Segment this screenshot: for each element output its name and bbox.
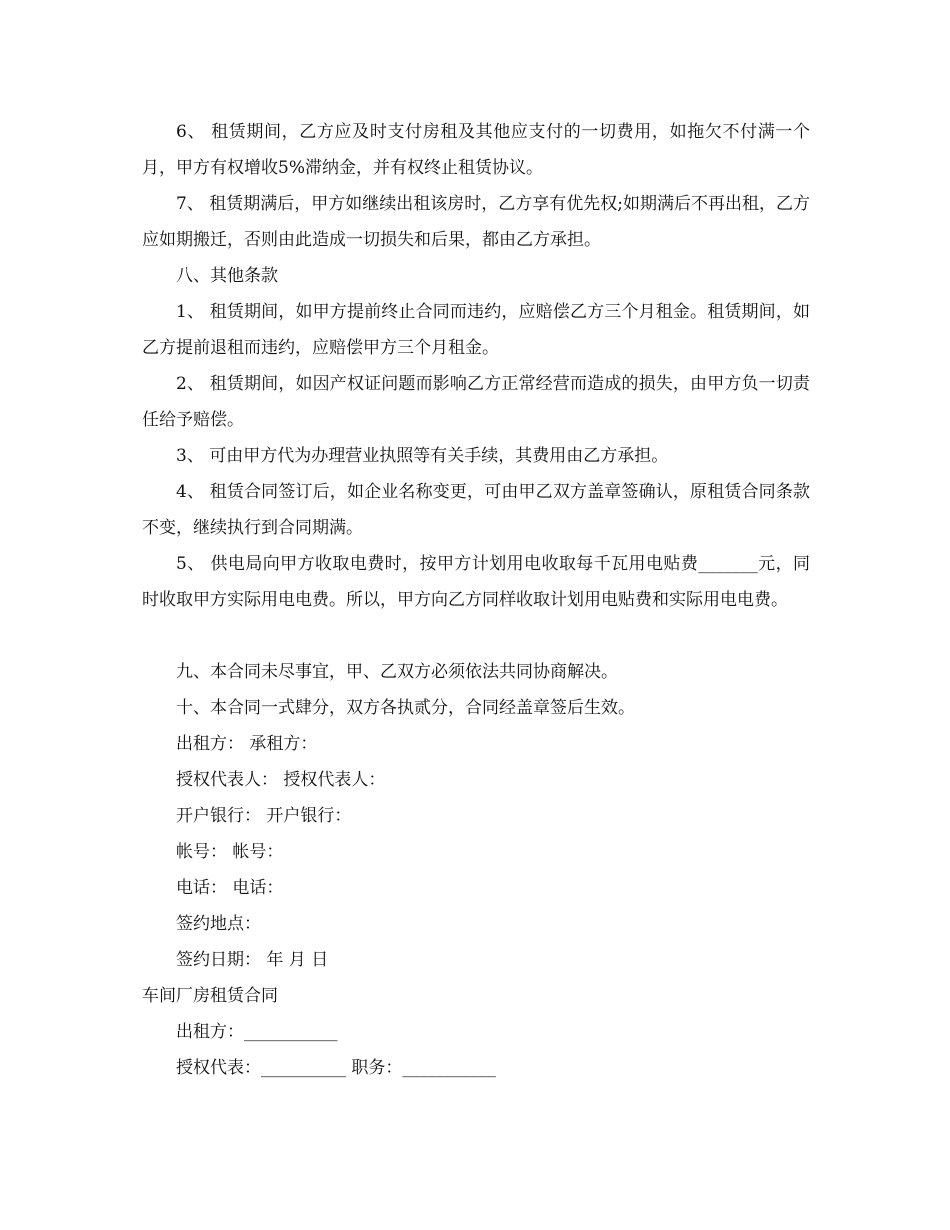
signature-lessor: 出租方： 承租方： [176, 734, 318, 754]
clause-7: 7、 租赁期满后，甲方如继续出租该房时，乙方享有优先权;如期满后不再出租，乙方应如期搬迁，否则由此造成一切损失和后果，都由乙方承担。 [142, 194, 810, 250]
next-contract-title: 车间厂房租赁合同 [142, 986, 278, 1006]
clause-8-3: 3、 可由甲方代为办理营业执照等有关手续，其费用由乙方承担。 [176, 446, 669, 466]
clause-8-2: 2、 租赁期间，如因产权证问题而影响乙方正常经营而造成的损失，由甲方负一切责任给予赔偿。 [142, 374, 810, 430]
signature-place: 签约地点： [176, 914, 261, 934]
signature-representative: 授权代表人： 授权代表人： [176, 770, 386, 790]
next-contract-lessor: 出租方：___________ [176, 1022, 338, 1042]
clause-8-5: 5、 供电局向甲方收取电费时，按甲方计划用电收取每千瓦用电贴费_______元，同时收取甲方实际用电电费。所以，甲方向乙方同样收取计划用电贴费和实际用电电费。 [142, 554, 810, 610]
signature-account: 帐号： 帐号： [176, 842, 284, 862]
signature-bank: 开户银行： 开户银行： [176, 806, 352, 826]
signature-date: 签约日期： 年 月 日 [176, 950, 329, 970]
clause-8-4: 4、 租赁合同签订后，如企业名称变更，可由甲乙双方盖章签确认，原租赁合同条款不变，继续执行到合同期满。 [142, 482, 810, 538]
clause-8-1: 1、 租赁期间，如甲方提前终止合同而违约，应赔偿乙方三个月租金。租赁期间，如乙方提前退租而违约，应赔偿甲方三个月租金。 [142, 302, 810, 358]
next-contract-representative: 授权代表：__________ 职务：___________ [176, 1058, 496, 1078]
clause-6: 6、 租赁期间，乙方应及时支付房租及其他应支付的一切费用，如拖欠不付满一个月，甲方有权增收5%滞纳金，并有权终止租赁协议。 [142, 122, 810, 178]
section-10: 十、本合同一式肆分，双方各执贰分，合同经盖章签后生效。 [176, 698, 635, 718]
signature-phone: 电话： 电话： [176, 878, 284, 898]
section-9: 九、本合同未尽事宜，甲、乙双方必须依法共同协商解决。 [176, 662, 618, 682]
section-8-heading: 八、其他条款 [176, 266, 278, 286]
